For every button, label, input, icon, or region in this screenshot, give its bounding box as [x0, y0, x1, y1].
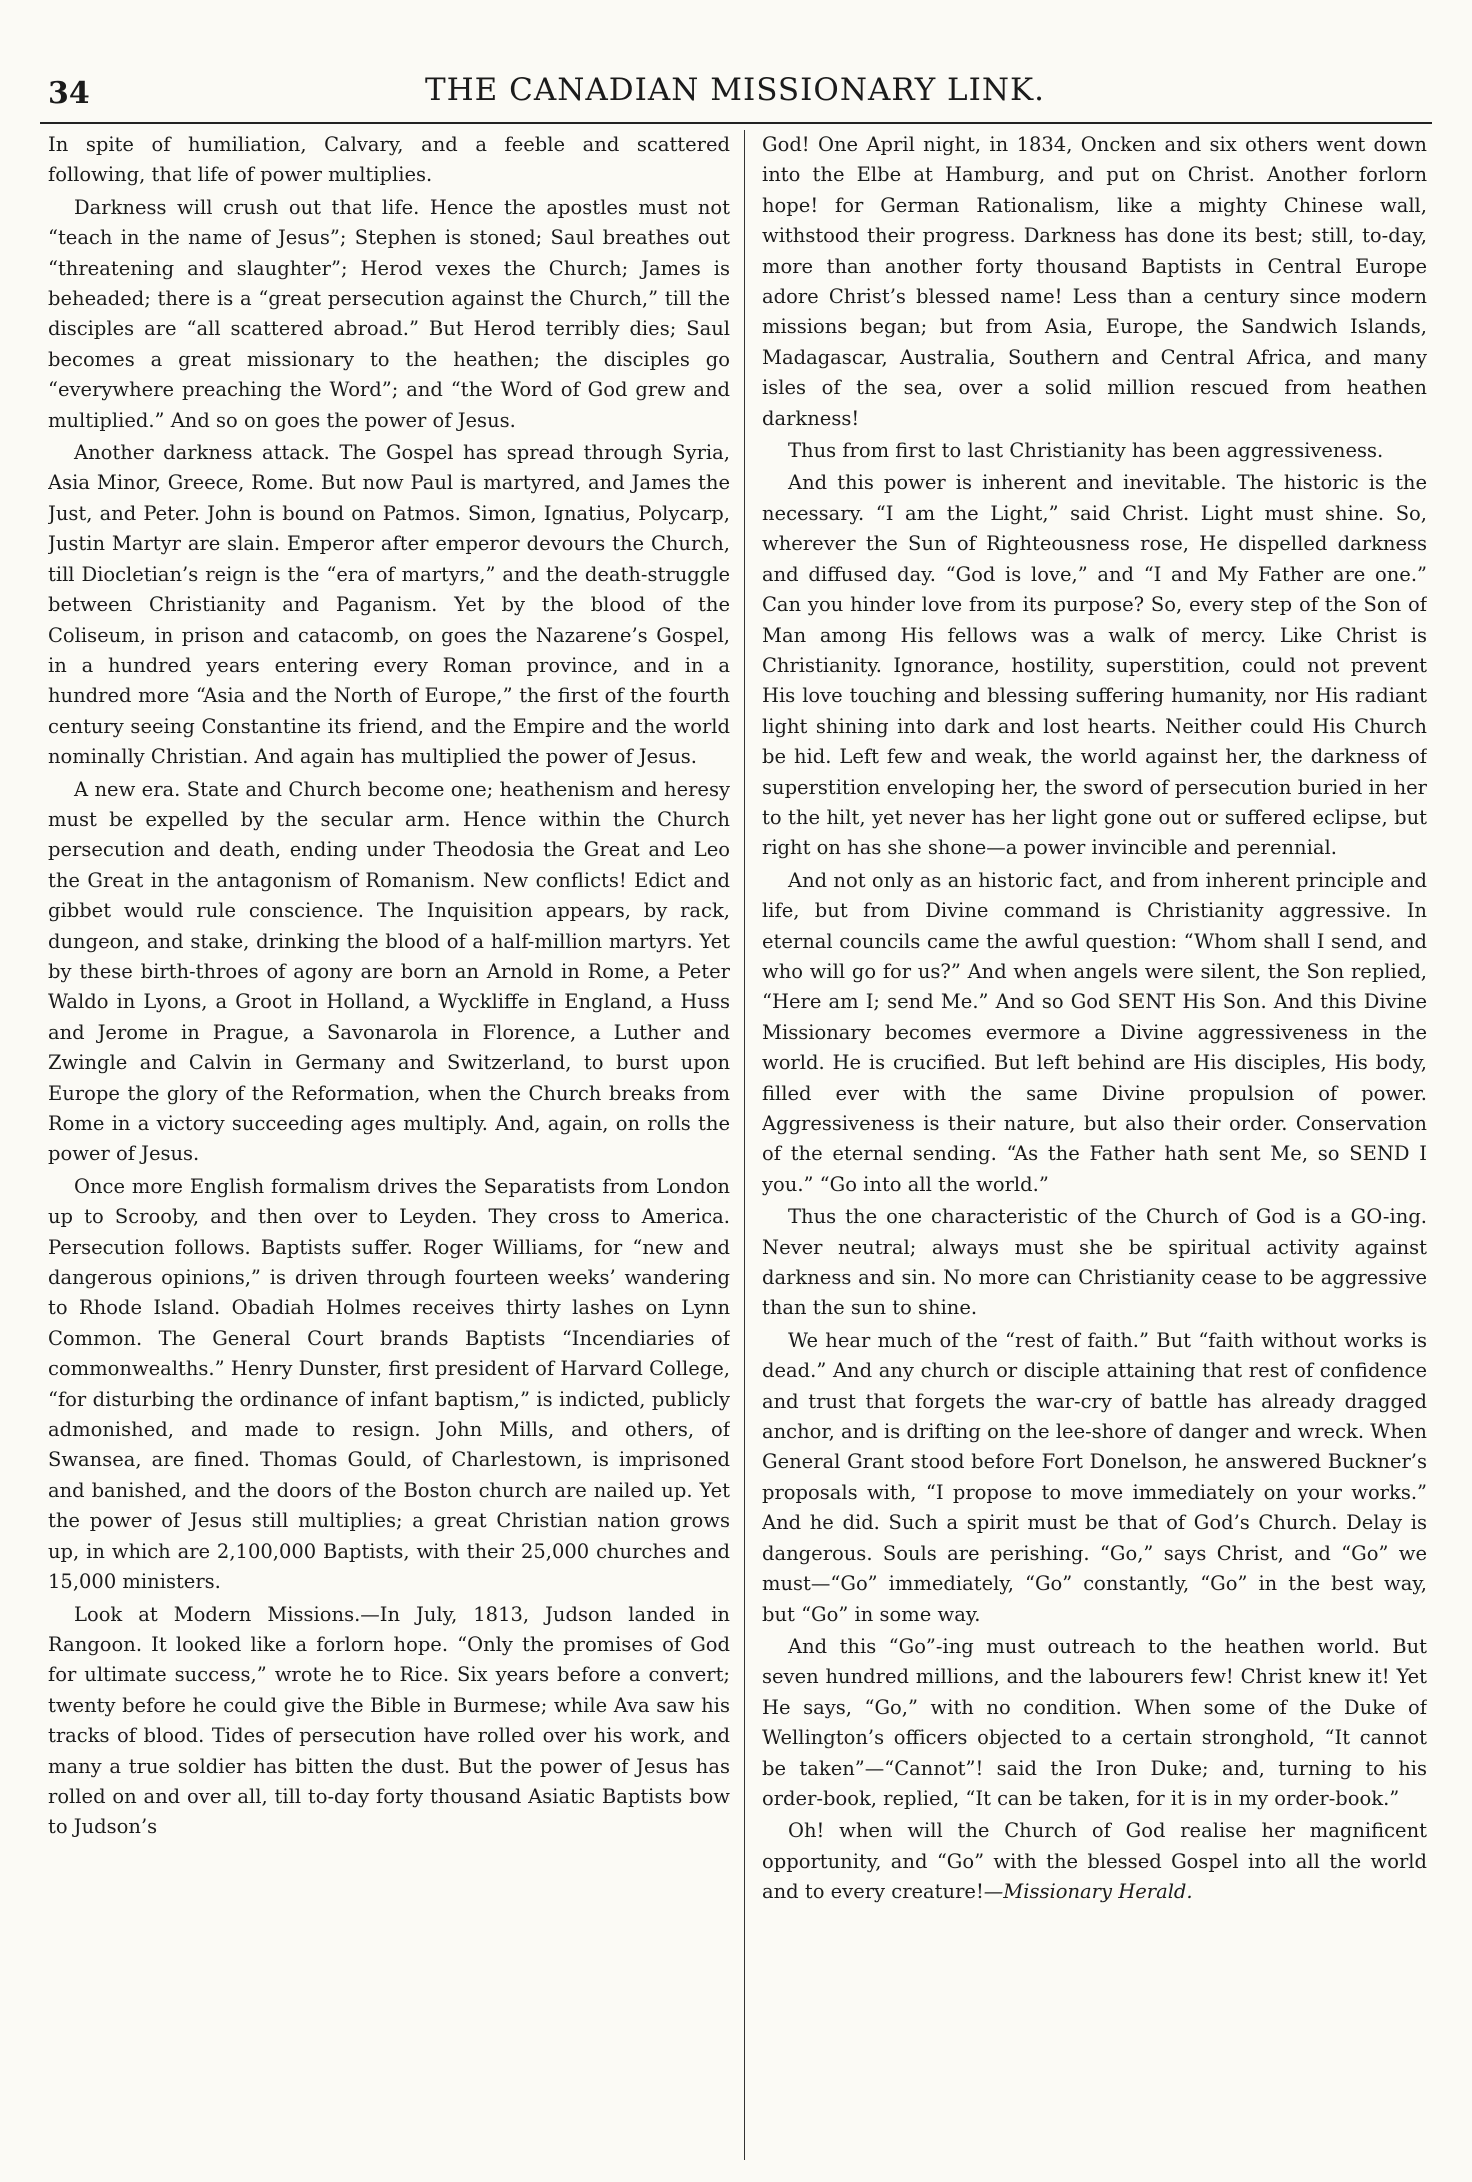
paragraph: Once more English formalism drives the Separatists from London up to Scrooby, and then over to Leyden. They cross to America. Persecution follows. Baptists suffer. Roger Williams, for “new and dangerous opinions,” is driven through fourteen weeks’ wandering to Rhode Island. Obadiah Holmes receives thirty lashes on Lynn Common. The General Court brands Baptists “Incendiaries of commonwealths.” Henry Dunster, first president of Harvard College, “for disturbing the ordinance of infant baptism,” is indicted, publicly admonished, and made to resign. John Mills, and others, of Swansea, are fined. Thomas Gould, of Charlestown, is imprisoned and banished, and the doors of the Boston church are nailed up. Yet the power of Jesus still multiplies; a great Christian nation grows up, in which are 2,100,000 Baptists, with their 25,000 churches and 15,000 ministers. [48, 1174, 730, 1594]
paragraph: Thus from first to last Christianity has been aggressiveness. [788, 439, 1384, 463]
paragraph: Another darkness attack. The Gospel has spread through Syria, Asia Minor, Greece, Rome. But now Paul is martyred, and James the Just, and Peter. John is bound on Patmos. Simon, Ignatius, Polycarp, Justin Martyr are slain. Emperor after emperor devours the Church, till Diocletian’s reign is the “era of martyrs,” and the death-struggle between Christianity and Paganism. Yet by the blood of the Coliseum, in prison and catacomb, on goes the Nazarene’s Gospel, in a hundred years entering every Roman province, and in a hundred more “Asia and the North of Europe,” the first of the fourth century seeing Constantine its friend, and the Empire and the world nominally Christian. And again has multiplied the power of Jesus. [48, 441, 730, 769]
page-header [40, 72, 1430, 112]
left-column [48, 130, 730, 2160]
page-number: 34 [48, 76, 90, 111]
attribution: —Missionary Herald. [983, 1880, 1193, 1904]
header-rule [40, 122, 1432, 124]
paragraph: Look at Modern Missions.—In July, 1813, Judson landed in Rangoon. It looked like a forlorn hope. “Only the promises of God for ultimate success,” wrote he to Rice. Six years before a convert; twenty before he could give the Bible in Burmese; while Ava saw his tracks of blood. Tides of persecution have rolled over his work, and many a true soldier has bitten the dust. But the power of Jesus has rolled on and over all, till to-day forty thousand Asiatic Baptists bow to Judson’s [48, 1602, 730, 1839]
column-divider [744, 130, 745, 2160]
paragraph: And this “Go”-ing must outreach to the heathen world. But seven hundred millions, and the labourers few! Christ knew it! Yet He says, “Go,” with no condition. When some of the Duke of Wellington’s officers objected to a certain stronghold, “It cannot be taken”—“Cannot”! said the Iron Duke; and, turning to his order-book, replied, “It can be taken, for it is in my order-book.” [762, 1634, 1427, 1810]
right-column [762, 130, 1427, 2160]
paragraph: And not only as an historic fact, and from inherent principle and life, but from Divine command is Christianity aggressive. In eternal councils came the awful question: “Whom shall I send, and who will go for us?” And when angels were silent, the Son replied, “Here am I; send Me.” And so God SENT His Son. And this Divine Missionary becomes evermore a Divine aggressiveness in the world. He is crucified. But left behind are His disciples, His body, filled ever with the same Divine propulsion of power. Aggressiveness is their nature, but also their order. Conservation of the eternal sending. “As the Father hath sent Me, so SEND I you.” “Go into all the world.” [762, 868, 1427, 1196]
paragraph: Thus the one characteristic of the Church of God is a GO-ing. Never neutral; always must she be spiritual activity against darkness and sin. No more can Christianity cease to be aggressive than the sun to shine. [762, 1205, 1427, 1320]
paragraph: And this power is inherent and inevitable. The historic is the necessary. “I am the Light,” said Christ. Light must shine. So, wherever the Sun of Righteousness rose, He dispelled darkness and diffused day. “God is love,” and “I and My Father are one.” Can you hinder love from its purpose? So, every step of the Son of Man among His fellows was a walk of mercy. Like Christ is Christianity. Ignorance, hostility, superstition, could not prevent His love touching and blessing suffering humanity, nor His radiant light shining into dark and lost hearts. Neither could His Church be hid. Left few and weak, the world against her, the darkness of superstition enveloping her, the sword of persecution buried in her to the hilt, yet never has her light gone out or suffered eclipse, but right on has she shone—a power invincible and perennial. [762, 471, 1427, 860]
paragraph: In spite of humiliation, Calvary, and a feeble and scattered following, that life of power multiplies. [48, 133, 730, 187]
closing-paragraph [762, 1816, 1427, 1907]
paragraph: Darkness will crush out that life. Hence the apostles must not “teach in the name of Jesus”; Stephen is stoned; Saul breathes out “threatening and slaughter”; Herod vexes the Church; James is beheaded; there is a “great persecution against the Church,” till the disciples are “all scattered abroad.” But Herod terribly dies; Saul becomes a great missionary to the heathen; the disciples go “everywhere preaching the Word”; and “the Word of God grew and multiplied.” And so on goes the power of Jesus. [48, 195, 730, 432]
paragraph: A new era. State and Church become one; heathenism and heresy must be expelled by the secular arm. Hence within the Church persecution and death, ending under Theodosia the Great and Leo the Great in the antagonism of Romanism. New conflicts! Edict and gibbet would rule conscience. The Inquisition appears, by rack, dungeon, and stake, drinking the blood of a half-million martyrs. Yet by these birth-throes of agony are born an Arnold in Rome, a Peter Waldo in Lyons, a Groot in Holland, a Wyckliffe in England, a Huss and Jerome in Prague, a Savonarola in Florence, a Luther and Zwingle and Calvin in Germany and Switzerland, to burst upon Europe the glory of the Reformation, when the Church breaks from Rome in a victory succeeding ages multiply. And, again, on rolls the power of Jesus. [48, 777, 730, 1166]
paragraph: God! One April night, in 1834, Oncken and six others went down into the Elbe at Hamburg, and put on Christ. Another forlorn hope! for German Rationalism, like a mighty Chinese wall, withstood their progress. Darkness has done its best; still, to-day, more than another forty thousand Baptists in Central Europe adore Christ’s blessed name! Less than a century since modern missions began; but from Asia, Europe, the Sandwich Islands, Madagascar, Australia, Southern and Central Africa, and many isles of the sea, over a solid million rescued from heathen darkness! [762, 133, 1427, 430]
paragraph: We hear much of the “rest of faith.” But “faith without works is dead.” And any church or disciple attaining that rest of confidence and trust that forgets the war-cry of battle has already dragged anchor, and is drifting on the lee-shore of danger and wreck. When General Grant stood before Fort Donelson, he answered Buckner’s proposals with, “I propose to move immediately on your works.” And he did. Such a spirit must be that of God’s Church. Delay is dangerous. Souls are perishing. “Go,” says Christ, and “Go” we must—“Go” immediately, “Go” constantly, “Go” in the best way, but “Go” in some way. [762, 1328, 1427, 1626]
running-title: THE CANADIAN MISSIONARY LINK. [424, 72, 1046, 108]
closing-text: Oh! when will the Church of God realise her magnificent opportunity, and “Go” with the blessed Gospel into all the world and to every creature! [762, 1819, 1427, 1904]
